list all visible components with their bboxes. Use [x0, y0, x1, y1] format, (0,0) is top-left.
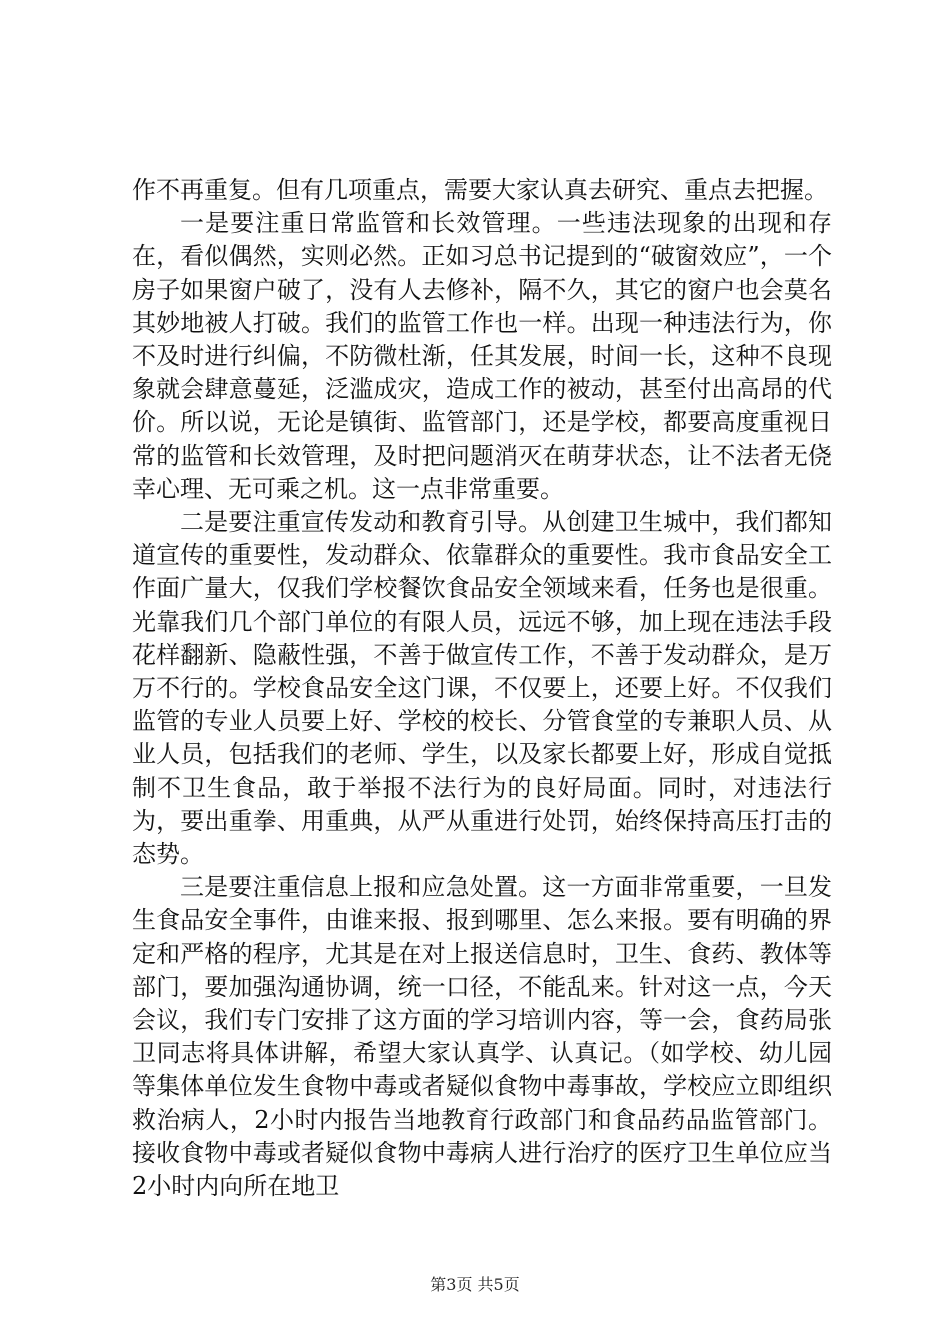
page-footer: 第3页 共5页: [430, 1275, 520, 1294]
body-text: [132, 174, 832, 1203]
paragraph-publicity-education: 二是要注重宣传发动和教育引导。从创建卫生城中，我们都知道宣传的重要性，发动群众、依靠群众的重要性。我市食品安全工作面广量大，仅我们学校餐饮食品安全领域来看，任务也是很重。光靠我们几个部门单位的有限人员，远远不够，加上现在违法手段花样翻新、隐蔽性强，不善于做宣传工作，不善于发动群众，是万万不行的。学校食品安全这门课，不仅要上，还要上好。不仅我们监管的专业人员要上好、学校的校长、分管食堂的专兼职人员、从业人员，包括我们的老师、学生，以及家长都要上好，形成自觉抵制不卫生食品，敢于举报不法行为的良好局面。同时，对违法行为，要出重拳、用重典，从严从重进行处罚，始终保持高压打击的态势。: [132, 508, 832, 869]
paragraph-daily-supervision: 一是要注重日常监管和长效管理。一些违法现象的出现和存在，看似偶然，实则必然。正如习总书记提到的“破窗效应”，一个房子如果窗户破了，没有人去修补，隔不久，其它的窗户也会莫名其妙地被人打破。我们的监管工作也一样。出现一种违法行为，你不及时进行纠偏，不防微杜渐，任其发展，时间一长，这种不良现象就会肆意蔓延，泛滥成灾，造成工作的被动，甚至付出高昂的代价。所以说，无论是镇街、监管部门，还是学校，都要高度重视日常的监管和长效管理，及时把问题消灭在萌芽状态，让不法者无侥幸心理、无可乘之机。这一点非常重要。: [132, 209, 832, 503]
paragraph-continuation: 作不再重复。但有几项重点，需要大家认真去研究、重点去把握。: [132, 176, 828, 204]
paragraph-info-reporting: 三是要注重信息上报和应急处置。这一方面非常重要，一旦发生食品安全事件，由谁来报、报到哪里、怎么来报。要有明确的界定和严格的程序，尤其是在对上报送信息时，卫生、食药、教体等部门，要加强沟通协调，统一口径，不能乱来。针对这一点，今天会议，我们专门安排了这方面的学习培训内容，等一会，食药局张卫同志将具体讲解，希望大家认真学、认真记。（如学校、幼儿园等集体单位发生食物中毒或者疑似食物中毒事故，学校应立即组织救治病人，2小时内报告当地教育行政部门和食品药品监管部门。接收食物中毒或者疑似食物中毒病人进行治疗的医疗卫生单位应当2小时内向所在地卫: [132, 873, 832, 1201]
